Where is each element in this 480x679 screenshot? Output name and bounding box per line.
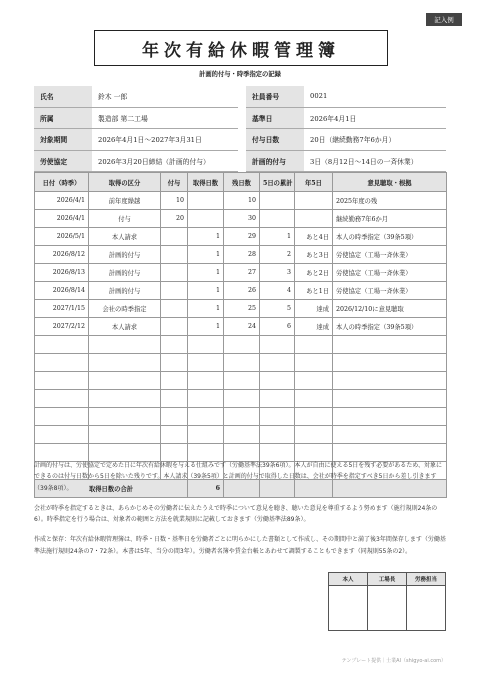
- table-cell: [260, 192, 295, 210]
- info-label: 対象期間: [34, 129, 92, 151]
- blank-row: [35, 408, 447, 426]
- blank-cell: [161, 408, 188, 426]
- blank-cell: [188, 390, 224, 408]
- column-header: 残日数: [224, 173, 260, 192]
- blank-row: [35, 426, 447, 444]
- stamp-header: 本人: [329, 573, 368, 586]
- blank-cell: [188, 444, 224, 462]
- info-value: 鈴木 一郎: [92, 86, 238, 107]
- info-label: 労使協定: [34, 150, 92, 172]
- table-cell: [161, 264, 188, 282]
- table-cell: 1: [260, 228, 295, 246]
- table-cell: 2026/8/13: [35, 264, 89, 282]
- table-row: [35, 228, 447, 246]
- blank-cell: [224, 336, 260, 354]
- table-cell: 達成: [295, 300, 333, 318]
- table-row: [35, 282, 447, 300]
- table-cell: [161, 246, 188, 264]
- blank-cell: [161, 444, 188, 462]
- info-gap: [238, 86, 246, 107]
- column-header: 取得日数: [188, 173, 224, 192]
- blank-cell: [188, 336, 224, 354]
- page-title: 年次有給休暇管理簿: [142, 40, 340, 61]
- blank-cell: [89, 336, 161, 354]
- table-cell: あと3日: [295, 246, 333, 264]
- table-cell: 26: [224, 282, 260, 300]
- blank-cell: [224, 408, 260, 426]
- blank-cell: [224, 426, 260, 444]
- table-cell: あと1日: [295, 282, 333, 300]
- info-gap: [238, 129, 246, 151]
- blank-cell: [333, 336, 447, 354]
- table-cell: [161, 282, 188, 300]
- blank-cell: [333, 390, 447, 408]
- blank-cell: [35, 354, 89, 372]
- blank-cell: [188, 408, 224, 426]
- table-cell: 28: [224, 246, 260, 264]
- table-cell: 10: [161, 192, 188, 210]
- table-cell: 本人の時季指定（39条5項）: [333, 228, 447, 246]
- column-header: 5日の累計: [260, 173, 295, 192]
- blank-cell: [35, 426, 89, 444]
- info-label: 基準日: [246, 107, 304, 129]
- table-row: [35, 300, 447, 318]
- table-cell: [161, 318, 188, 336]
- blank-cell: [260, 354, 295, 372]
- info-value: 20日（継続勤務7年6か月）: [304, 129, 446, 151]
- info-row: [34, 129, 446, 151]
- info-row: [34, 107, 446, 129]
- blank-cell: [260, 444, 295, 462]
- blank-cell: [35, 372, 89, 390]
- note-paragraph: 計画的付与は、労使協定で定めた日に年次有給休暇を与える仕組みです（労働基準法39条6項）。本人が自由に使える5日を残す必要があるため、対象にできるのは付与日数から5日を除いた残りです。本人請求（39条5項）と計画的付与で取得した日数は、会社が時季を指定すべき5日から差し引きます（39条8項）。: [34, 462, 443, 492]
- stamp-header: 労務担当: [407, 573, 446, 586]
- table-cell: [188, 192, 224, 210]
- info-value: 3日（8月12日〜14日の一斉休業）: [304, 150, 446, 172]
- table-cell: [295, 210, 333, 228]
- approval-stamp-table: [328, 572, 446, 631]
- column-header: 年5日: [295, 173, 333, 192]
- blank-cell: [260, 390, 295, 408]
- total-value: 6: [188, 480, 224, 498]
- table-cell: 1: [188, 282, 224, 300]
- blank-cell: [89, 408, 161, 426]
- blank-cell: [35, 408, 89, 426]
- blank-cell: [89, 354, 161, 372]
- table-cell: 3: [260, 264, 295, 282]
- table-cell: 2026/4/1: [35, 192, 89, 210]
- column-header: 付与: [161, 173, 188, 192]
- blank-row: [35, 390, 447, 408]
- blank-cell: [260, 426, 295, 444]
- table-cell: 27: [224, 264, 260, 282]
- table-row: [35, 192, 447, 210]
- table-row: [35, 318, 447, 336]
- table-cell: 2025年度の残: [333, 192, 447, 210]
- blank-cell: [333, 372, 447, 390]
- table-cell: 本人請求: [89, 318, 161, 336]
- blank-cell: [295, 408, 333, 426]
- blank-cell: [333, 444, 447, 462]
- blank-cell: [333, 408, 447, 426]
- blank-cell: [188, 372, 224, 390]
- blank-cell: [161, 354, 188, 372]
- table-cell: 前年度繰越: [89, 192, 161, 210]
- blank-cell: [224, 444, 260, 462]
- stamp-header: 工場長: [368, 573, 407, 586]
- blank-cell: [35, 336, 89, 354]
- info-gap: [238, 150, 246, 172]
- total-label: 取得日数の合計: [35, 480, 188, 498]
- table-header-row: [35, 173, 447, 192]
- table-cell: 2026/12/10に意見聴取: [333, 300, 447, 318]
- table-cell: 30: [224, 210, 260, 228]
- blank-cell: [89, 444, 161, 462]
- blank-cell: [35, 390, 89, 408]
- blank-cell: [224, 390, 260, 408]
- blank-row: [35, 444, 447, 462]
- stamp-box: [368, 586, 407, 631]
- table-cell: 2027/2/12: [35, 318, 89, 336]
- note-paragraph: 作成と保存：年次有給休暇管理簿は、時季・日数・基準日を労働者ごとに明らかにした書類として作成し、その期間中と満了後3年間保存します（労働基準法施行規則24条の7・72条）。本書は5年、当分の間3年）。労働者名簿や賃金台帳とあわせて調製することもできます（同規則55条の2）。: [34, 536, 446, 555]
- blank-cell: [161, 390, 188, 408]
- info-value: 2026年4月1日: [304, 107, 446, 129]
- blank-cell: [295, 444, 333, 462]
- info-row: [34, 150, 446, 172]
- table-row: [35, 210, 447, 228]
- info-label: 氏名: [34, 86, 92, 107]
- table-cell: [188, 210, 224, 228]
- table-cell: [161, 300, 188, 318]
- table-cell: 24: [224, 318, 260, 336]
- table-cell: 労使協定（工場一斉休業）: [333, 246, 447, 264]
- column-header: 意見聴取・根拠: [333, 173, 447, 192]
- table-cell: 1: [188, 264, 224, 282]
- blank-cell: [161, 426, 188, 444]
- blank-row: [35, 354, 447, 372]
- leave-record-table: [34, 172, 447, 498]
- blank-cell: [295, 426, 333, 444]
- page-subtitle: 計画的付与・時季指定の記録: [199, 71, 281, 78]
- table-cell: 2: [260, 246, 295, 264]
- stamp-box: [329, 586, 368, 631]
- blank-cell: [260, 336, 295, 354]
- table-cell: 2027/1/15: [35, 300, 89, 318]
- table-cell: 継続勤務7年6か月: [333, 210, 447, 228]
- footer-credit: テンプレート提供｜士業AI（shigyo-ai.com）: [341, 658, 446, 664]
- blank-cell: [161, 336, 188, 354]
- column-header: 日付（時季）: [35, 173, 89, 192]
- table-cell: 1: [188, 228, 224, 246]
- column-header: 取得の区分: [89, 173, 161, 192]
- employee-info-table: [34, 86, 446, 172]
- table-cell: [260, 210, 295, 228]
- table-cell: あと2日: [295, 264, 333, 282]
- blank-cell: [224, 354, 260, 372]
- info-value: 製造部 第二工場: [92, 107, 238, 129]
- table-cell: 労使協定（工場一斉休業）: [333, 282, 447, 300]
- blank-cell: [188, 426, 224, 444]
- table-cell: あと4日: [295, 228, 333, 246]
- info-value: 2026年4月1日〜2027年3月31日: [92, 129, 238, 151]
- info-value: 0021: [304, 86, 446, 107]
- table-row: [35, 264, 447, 282]
- table-cell: 計画的付与: [89, 246, 161, 264]
- blank-cell: [295, 372, 333, 390]
- sample-badge: 記入例: [426, 13, 462, 26]
- table-cell: 4: [260, 282, 295, 300]
- table-cell: [161, 228, 188, 246]
- blank-cell: [89, 426, 161, 444]
- table-cell: 10: [224, 192, 260, 210]
- info-value: 2026年3月20日締結（計画的付与）: [92, 150, 238, 172]
- table-row: [35, 246, 447, 264]
- blank-cell: [333, 426, 447, 444]
- table-cell: 2026/4/1: [35, 210, 89, 228]
- blank-cell: [260, 408, 295, 426]
- table-cell: 達成: [295, 318, 333, 336]
- blank-row: [35, 372, 447, 390]
- stamp-box: [407, 586, 446, 631]
- blank-row: [35, 336, 447, 354]
- table-cell: 計画的付与: [89, 282, 161, 300]
- blank-cell: [295, 354, 333, 372]
- table-cell: 2026/8/12: [35, 246, 89, 264]
- table-cell: 5: [260, 300, 295, 318]
- table-cell: 計画的付与: [89, 264, 161, 282]
- title-box: [94, 30, 388, 66]
- table-cell: 1: [188, 300, 224, 318]
- table-cell: 会社の時季指定: [89, 300, 161, 318]
- blank-cell: [224, 372, 260, 390]
- info-label: 所属: [34, 107, 92, 129]
- blank-cell: [89, 390, 161, 408]
- info-label: 社員番号: [246, 86, 304, 107]
- table-cell: 6: [260, 318, 295, 336]
- table-cell: 20: [161, 210, 188, 228]
- table-cell: 1: [188, 246, 224, 264]
- table-cell: 29: [224, 228, 260, 246]
- table-cell: 25: [224, 300, 260, 318]
- info-label: 付与日数: [246, 129, 304, 151]
- info-row: [34, 86, 446, 107]
- table-cell: 2026/5/1: [35, 228, 89, 246]
- blank-cell: [89, 372, 161, 390]
- blank-cell: [35, 444, 89, 462]
- table-cell: 2026/8/14: [35, 282, 89, 300]
- table-cell: 労使協定（工場一斉休業）: [333, 264, 447, 282]
- table-cell: 付与: [89, 210, 161, 228]
- info-gap: [238, 107, 246, 129]
- info-label: 計画的付与: [246, 150, 304, 172]
- blank-cell: [260, 372, 295, 390]
- blank-cell: [295, 390, 333, 408]
- table-cell: 1: [188, 318, 224, 336]
- blank-cell: [295, 336, 333, 354]
- table-cell: 本人請求: [89, 228, 161, 246]
- blank-cell: [333, 354, 447, 372]
- blank-cell: [161, 372, 188, 390]
- table-cell: 本人の時季指定（39条5項）: [333, 318, 447, 336]
- table-cell: [295, 192, 333, 210]
- blank-cell: [188, 354, 224, 372]
- note-paragraph: 会社が時季を指定するときは、あらかじめその労働者に伝えたうえで時季について意見を聴き、聴いた意見を尊重するよう努めます（施行規則24条の6）。時季指定を行う場合は、対象者の範囲と方法を就業規則に記載しておきます（労働基準法89条）。: [34, 504, 438, 524]
- notes-section: [34, 460, 446, 566]
